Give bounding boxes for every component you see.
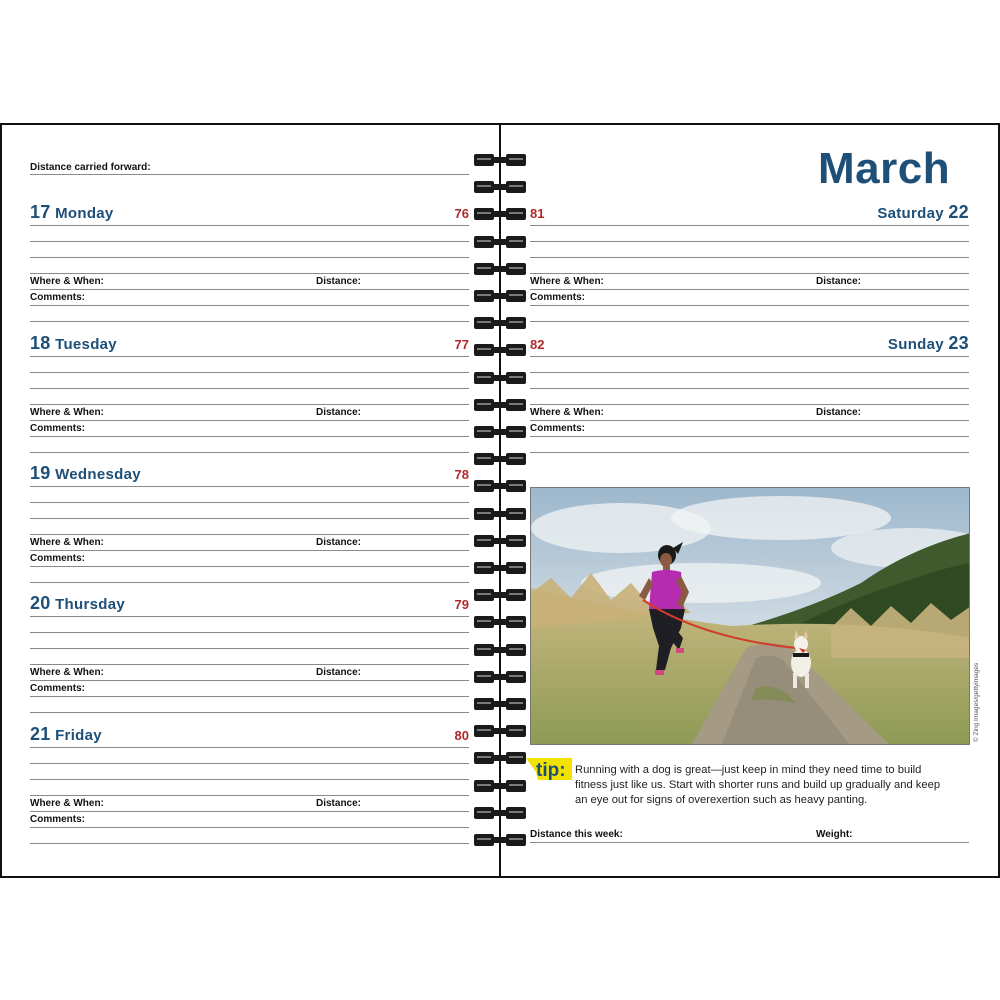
day-number: 23 — [948, 333, 969, 353]
spiral-ring — [474, 371, 526, 385]
writing-line[interactable] — [530, 388, 969, 389]
spiral-ring — [474, 534, 526, 548]
day-of-year: 80 — [454, 728, 469, 743]
day-of-year: 82 — [530, 337, 545, 352]
spiral-ring — [474, 615, 526, 629]
where-when-label: Where & When: — [30, 798, 104, 809]
spiral-ring — [474, 833, 526, 847]
spiral-ring — [474, 588, 526, 602]
spiral-ring — [474, 751, 526, 765]
writing-line[interactable] — [530, 257, 969, 258]
spiral-ring — [474, 452, 526, 466]
comments-line[interactable] — [30, 712, 469, 713]
comments-label: Comments: — [30, 292, 86, 303]
writing-line[interactable] — [30, 241, 469, 242]
spiral-ring — [474, 806, 526, 820]
comments-line[interactable] — [30, 305, 469, 306]
comments-label: Comments: — [530, 423, 586, 434]
comments-label: Comments: — [30, 553, 86, 564]
writing-line[interactable] — [30, 534, 469, 535]
comments-line[interactable] — [30, 566, 469, 567]
comments-line[interactable] — [30, 843, 469, 844]
writing-line[interactable] — [30, 616, 469, 617]
photo-credit: © Zing Images/gettyimages — [973, 662, 980, 742]
distance-label: Distance: — [316, 798, 362, 809]
writing-line[interactable] — [30, 404, 469, 405]
tip-badge-text: tip: — [536, 760, 566, 781]
spiral-ring — [474, 207, 526, 221]
distance-label: Distance: — [316, 667, 362, 678]
day-heading — [877, 202, 969, 223]
spiral-ring — [474, 343, 526, 357]
where-when-line[interactable] — [530, 420, 969, 421]
comments-label: Comments: — [30, 814, 86, 825]
spiral-ring — [474, 479, 526, 493]
day-number: 17 — [30, 202, 51, 222]
day-of-year: 81 — [530, 206, 545, 221]
comments-line[interactable] — [30, 827, 469, 828]
day-of-year: 76 — [454, 206, 469, 221]
writing-line[interactable] — [30, 273, 469, 274]
writing-line[interactable] — [530, 372, 969, 373]
comments-line[interactable] — [30, 321, 469, 322]
writing-line[interactable] — [30, 763, 469, 764]
where-when-label: Where & When: — [30, 537, 104, 548]
spiral-ring — [474, 561, 526, 575]
where-when-label: Where & When: — [530, 407, 604, 418]
day-number: 19 — [30, 463, 51, 483]
spiral-ring — [474, 779, 526, 793]
day-heading — [30, 333, 117, 354]
writing-line[interactable] — [30, 225, 469, 226]
day-number: 21 — [30, 724, 51, 744]
writing-line[interactable] — [530, 225, 969, 226]
day-heading — [30, 593, 125, 614]
where-when-line[interactable] — [530, 289, 969, 290]
distance-label: Distance: — [816, 276, 862, 287]
day-number: 22 — [948, 202, 969, 222]
day-name: Sunday — [887, 336, 944, 353]
writing-line[interactable] — [30, 747, 469, 748]
writing-line[interactable] — [530, 273, 969, 274]
writing-line[interactable] — [530, 356, 969, 357]
day-number: 20 — [30, 593, 51, 613]
writing-line[interactable] — [30, 518, 469, 519]
comments-line[interactable] — [30, 452, 469, 453]
day-heading — [30, 724, 102, 745]
comments-line[interactable] — [530, 436, 969, 437]
day-of-year: 78 — [454, 467, 469, 482]
spiral-ring — [474, 697, 526, 711]
carried-forward-line[interactable] — [30, 174, 469, 175]
writing-line[interactable] — [30, 664, 469, 665]
writing-line[interactable] — [30, 486, 469, 487]
spiral-ring — [474, 153, 526, 167]
spiral-ring — [474, 180, 526, 194]
writing-line[interactable] — [30, 257, 469, 258]
where-when-label: Where & When: — [30, 667, 104, 678]
comments-line[interactable] — [530, 452, 969, 453]
writing-line[interactable] — [30, 795, 469, 796]
where-when-line[interactable] — [30, 550, 469, 551]
writing-line[interactable] — [30, 388, 469, 389]
day-name: Wednesday — [55, 466, 141, 483]
weight-label: Weight: — [816, 829, 853, 840]
writing-line[interactable] — [30, 372, 469, 373]
where-when-line[interactable] — [30, 289, 469, 290]
comments-line[interactable] — [530, 321, 969, 322]
distance-label: Distance: — [316, 407, 362, 418]
comments-label: Comments: — [30, 683, 86, 694]
where-when-line[interactable] — [30, 420, 469, 421]
spiral-ring — [474, 643, 526, 657]
day-name: Thursday — [55, 596, 126, 613]
tip-badge — [526, 756, 574, 782]
comments-line[interactable] — [30, 696, 469, 697]
running-with-dog-photo — [530, 487, 970, 745]
spiral-ring — [474, 724, 526, 738]
day-name: Friday — [55, 727, 102, 744]
day-name: Monday — [55, 205, 114, 222]
week-summary-line[interactable] — [530, 842, 969, 843]
spiral-ring — [474, 670, 526, 684]
where-when-label: Where & When: — [30, 276, 104, 287]
where-when-line[interactable] — [30, 680, 469, 681]
spiral-ring — [474, 262, 526, 276]
day-of-year: 77 — [454, 337, 469, 352]
where-when-line[interactable] — [30, 811, 469, 812]
day-name: Tuesday — [55, 336, 117, 353]
comments-label: Comments: — [30, 423, 86, 434]
spiral-ring — [474, 507, 526, 521]
month-title: March — [818, 144, 951, 193]
day-number: 18 — [30, 333, 51, 353]
writing-line[interactable] — [30, 632, 469, 633]
spiral-ring — [474, 289, 526, 303]
comments-line[interactable] — [30, 436, 469, 437]
distance-label: Distance: — [316, 276, 362, 287]
day-heading — [30, 463, 141, 484]
writing-line[interactable] — [530, 241, 969, 242]
distance-label: Distance: — [816, 407, 862, 418]
spiral-ring — [474, 235, 526, 249]
day-of-year: 79 — [454, 597, 469, 612]
day-name: Saturday — [877, 205, 944, 222]
writing-line[interactable] — [30, 356, 469, 357]
comments-line[interactable] — [530, 305, 969, 306]
tip-text: Running with a dog is great—just keep in mind they need time to build fitness just like us. Start with shorter runs and build up gradually and keep an eye out for signs of overexertion such as heavy panting. — [575, 764, 941, 806]
where-when-label: Where & When: — [530, 276, 604, 287]
where-when-label: Where & When: — [30, 407, 104, 418]
distance-label: Distance: — [316, 537, 362, 548]
comments-label: Comments: — [530, 292, 586, 303]
day-heading — [888, 333, 969, 354]
distance-this-week-label: Distance this week: — [530, 829, 623, 840]
writing-line[interactable] — [30, 648, 469, 649]
writing-line[interactable] — [30, 779, 469, 780]
distance-carried-forward-label: Distance carried forward: — [30, 162, 151, 173]
day-heading — [30, 202, 114, 223]
spiral-ring — [474, 316, 526, 330]
spiral-ring — [474, 398, 526, 412]
writing-line[interactable] — [30, 502, 469, 503]
writing-line[interactable] — [530, 404, 969, 405]
comments-line[interactable] — [30, 582, 469, 583]
spiral-ring — [474, 425, 526, 439]
